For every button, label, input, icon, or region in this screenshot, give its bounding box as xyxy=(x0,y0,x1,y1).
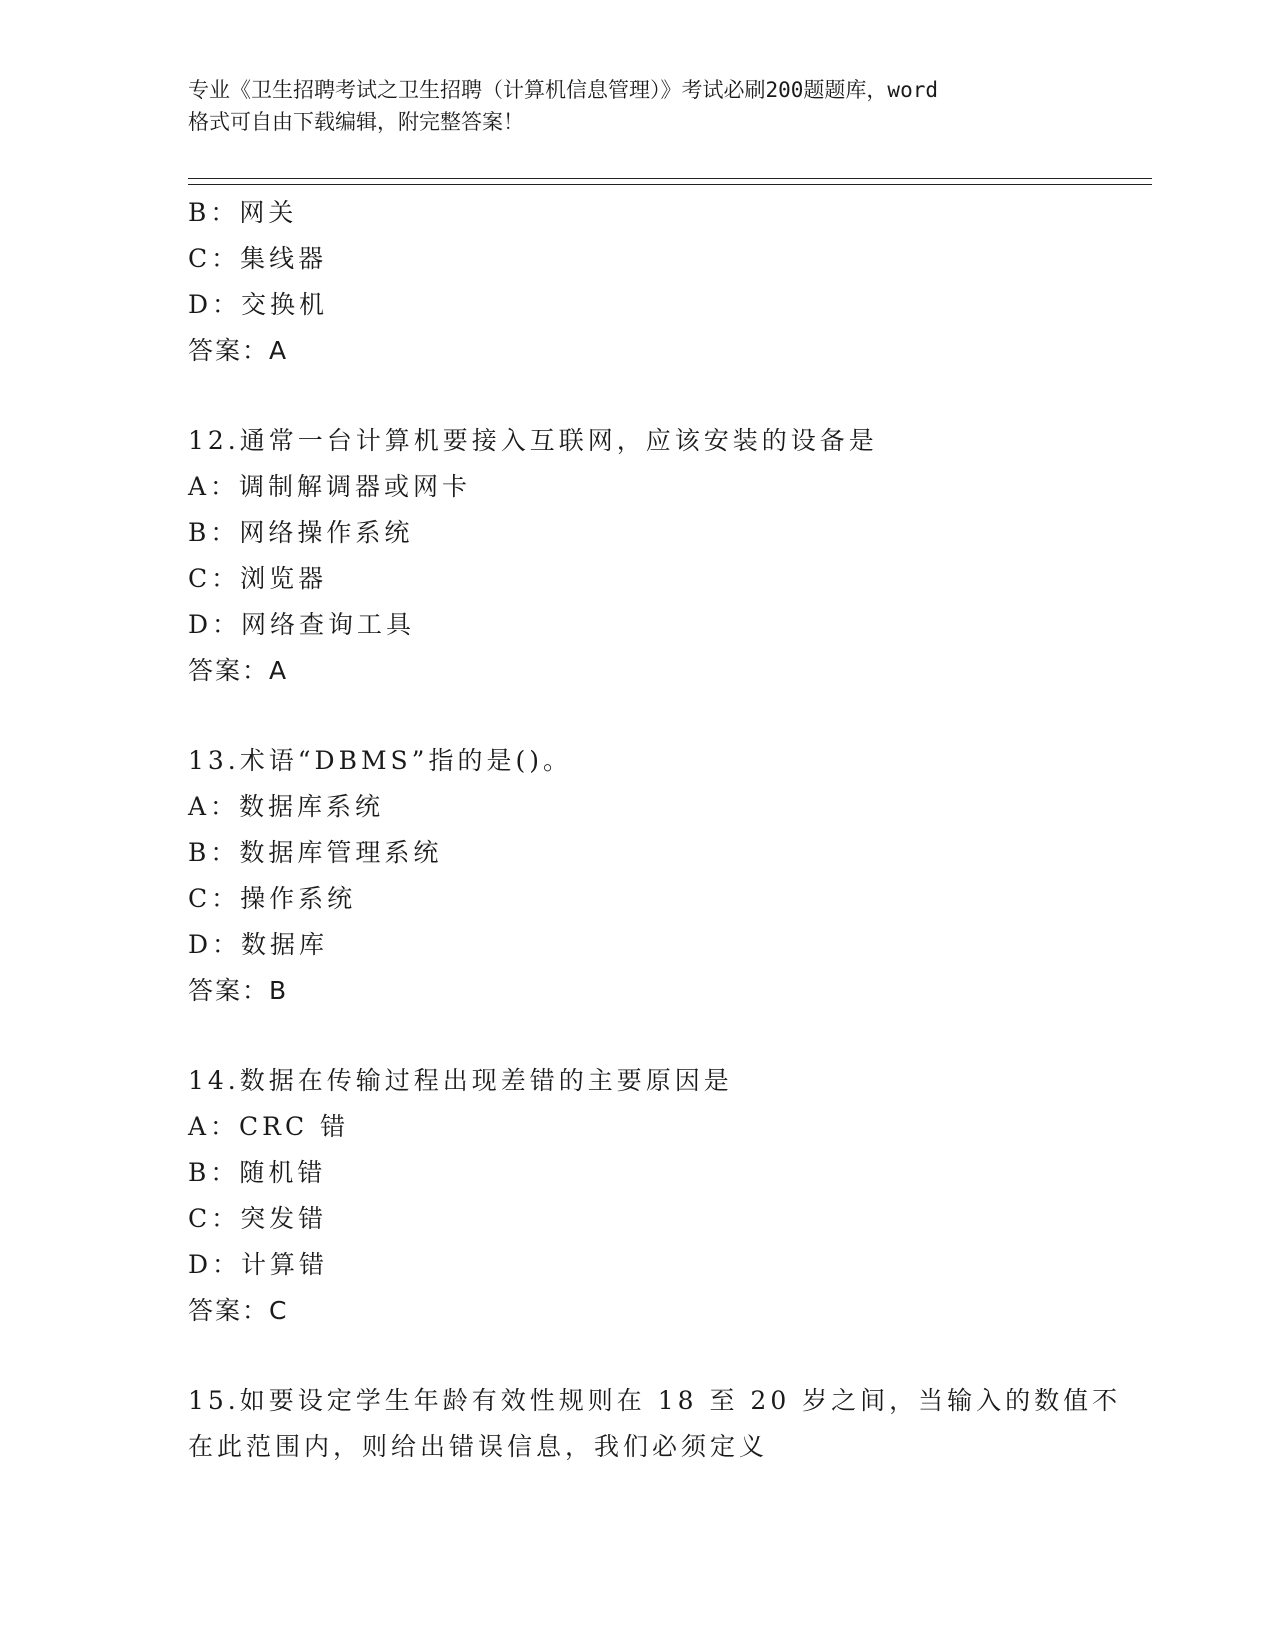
spacer xyxy=(188,374,1108,418)
option-c: C：突发错 xyxy=(188,1204,328,1233)
header-divider-bottom xyxy=(188,184,1152,185)
option-d: D：数据库 xyxy=(188,930,329,959)
header-divider-top xyxy=(188,178,1152,179)
document-header xyxy=(188,74,1108,138)
question-14 xyxy=(188,1058,1108,1334)
question-stem: 12.通常一台计算机要接入互联网，应该安装的设备是 xyxy=(188,426,878,455)
question-11-tail xyxy=(188,190,1108,374)
answer-line: 答案：B xyxy=(188,976,289,1005)
question-list xyxy=(188,190,1122,1470)
option-d: D：交换机 xyxy=(188,290,329,319)
spacer xyxy=(188,1014,1108,1058)
option-d: D：网络查询工具 xyxy=(188,610,416,639)
option-b: B：网络操作系统 xyxy=(188,518,414,547)
answer-line: 答案：A xyxy=(188,336,289,365)
option-a: A：调制解调器或网卡 xyxy=(188,472,472,501)
option-b: B：随机错 xyxy=(188,1158,327,1187)
option-c: C：操作系统 xyxy=(188,884,357,913)
question-stem: 13.术语“DBMS”指的是()。 xyxy=(188,746,572,775)
question-15 xyxy=(188,1378,1122,1470)
option-c: C：集线器 xyxy=(188,244,328,273)
answer-line: 答案：A xyxy=(188,656,289,685)
option-d: D：计算错 xyxy=(188,1250,329,1279)
option-c: C：浏览器 xyxy=(188,564,328,593)
option-a: A：CRC 错 xyxy=(188,1112,350,1141)
spacer xyxy=(188,694,1108,738)
question-stem-line-1: 15.如要设定学生年龄有效性规则在 18 至 20 岁之间，当输入的数值不 xyxy=(188,1386,1122,1415)
question-13 xyxy=(188,738,1108,1014)
header-line-1: 专业《卫生招聘考试之卫生招聘（计算机信息管理）》考试必刷200题题库，word xyxy=(188,78,938,102)
option-b: B：网关 xyxy=(188,198,298,227)
header-line-2: 格式可自由下载编辑，附完整答案！ xyxy=(188,110,524,134)
question-12 xyxy=(188,418,1108,694)
answer-line: 答案：C xyxy=(188,1296,289,1325)
spacer xyxy=(188,1334,1108,1378)
question-stem: 14.数据在传输过程出现差错的主要原因是 xyxy=(188,1066,733,1095)
question-stem-line-2: 在此范围内，则给出错误信息，我们必须定义 xyxy=(188,1432,769,1461)
option-b: B：数据库管理系统 xyxy=(188,838,443,867)
option-a: A：数据库系统 xyxy=(188,792,385,821)
